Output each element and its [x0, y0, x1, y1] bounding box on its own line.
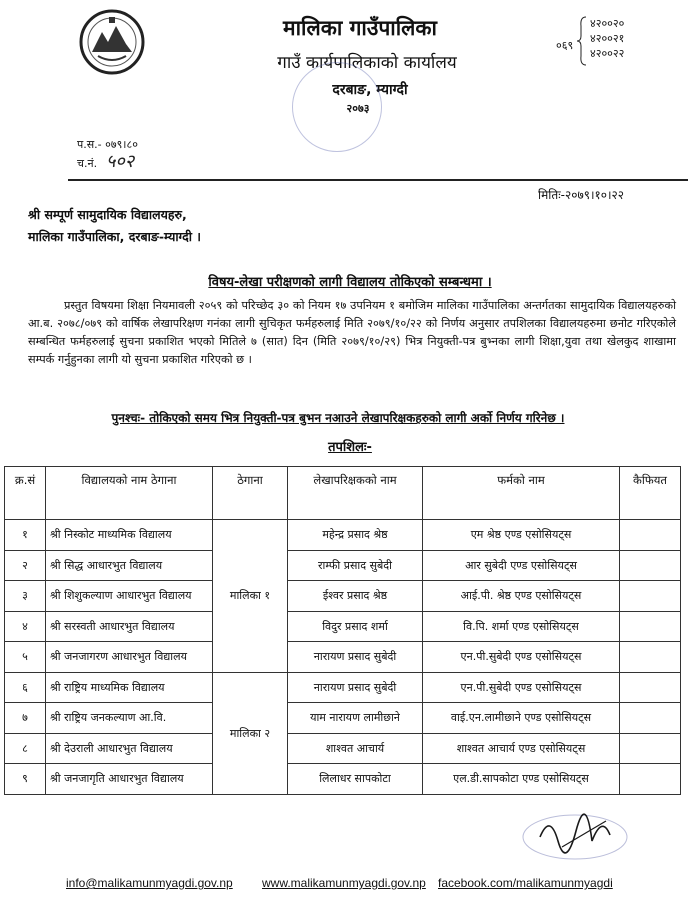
row-firm: आई.पी. श्रेष्ठ एण्ड एसोसियट्स — [423, 581, 620, 612]
postscript — [68, 409, 608, 426]
row-firm: आर सुबेदी एण्ड एसोसियट्स — [423, 550, 620, 581]
header-divider — [68, 179, 688, 181]
row-auditor: ईश्वर प्रसाद श्रेष्ठ — [288, 581, 423, 612]
row-sn: ७ — [5, 703, 46, 734]
phone-numbers — [590, 16, 624, 61]
phone-number: ४२००२१ — [590, 32, 625, 45]
row-place: मालिका १ — [213, 520, 288, 673]
row-school: श्री शिशुकल्याण आधारभुत विद्यालय — [46, 581, 213, 612]
details-heading-text: तपशिलः- — [328, 440, 372, 455]
subject-text: विषय-लेखा परीक्षणको लागी विद्यालय तोकिएको सम्बन्धमा । — [208, 275, 492, 290]
col-header-place: ठेगाना — [213, 467, 288, 520]
row-remarks — [620, 611, 681, 642]
row-school: श्री जनजागृति आधारभुत विद्यालय — [46, 764, 213, 795]
row-school: श्री देउराली आधारभुत विद्यालय — [46, 733, 213, 764]
phone-area-code: ०६९ — [556, 39, 574, 52]
row-school: श्री सिद्ध आधारभुत विद्यालय — [46, 550, 213, 581]
brace-icon — [576, 16, 588, 66]
table-row — [5, 611, 681, 642]
footer-website-link[interactable]: www.malikamunmyagdi.gov.np — [262, 876, 426, 890]
table-row — [5, 703, 681, 734]
row-remarks — [620, 733, 681, 764]
postscript-text: पुनश्चः- तोकिएको समय भित्र नियुक्ती-पत्र बुभन नआउने लेखापरिक्षकहरुको लागी अर्को निर्णय गरिनेछ । — [111, 411, 565, 425]
row-school: श्री राष्ट्रिय माध्यमिक विद्यालय — [46, 672, 213, 703]
office-stamp — [292, 62, 382, 152]
col-header-sn: क्र.सं — [5, 467, 46, 520]
audit-assignment-table — [4, 466, 681, 795]
table-row — [5, 550, 681, 581]
nepal-emblem-icon — [78, 8, 146, 76]
row-remarks — [620, 581, 681, 612]
row-school: श्री जनजागरण आधारभुत विद्यालय — [46, 642, 213, 673]
table-row — [5, 642, 681, 673]
row-firm: शाश्वत आचार्य एण्ड एसोसियट्स — [423, 733, 620, 764]
row-sn: ४ — [5, 611, 46, 642]
table-row — [5, 733, 681, 764]
row-auditor: नारायण प्रसाद सुबेदी — [288, 642, 423, 673]
addressee-line: मालिका गाउँपालिका, दरबाङ-म्याग्दी । — [28, 229, 202, 244]
row-auditor: महेन्द्र प्रसाद श्रेष्ठ — [288, 520, 423, 551]
row-school: श्री सरस्वती आधारभुत विद्यालय — [46, 611, 213, 642]
row-auditor: राम्फी प्रसाद सुबेदी — [288, 550, 423, 581]
row-auditor: याम नारायण लामीछाने — [288, 703, 423, 734]
row-school: श्री राष्ट्रिय जनकल्याण आ.वि. — [46, 703, 213, 734]
row-remarks — [620, 550, 681, 581]
row-sn: ६ — [5, 672, 46, 703]
letter-date: मितिः-२०७९।१०।२२ — [538, 188, 625, 202]
footer-email-link[interactable]: info@malikamunmyagdi.gov.np — [66, 876, 233, 890]
row-auditor: शाश्वत आचार्य — [288, 733, 423, 764]
row-firm: एन.पी.सुबेदी एण्ड एसोसियट्स — [423, 672, 620, 703]
row-sn: २ — [5, 550, 46, 581]
letter-reference-number: प.स.- ०७९।८० — [77, 138, 138, 151]
row-school: श्री निस्कोट माध्यमिक विद्यालय — [46, 520, 213, 551]
row-remarks — [620, 642, 681, 673]
table-row — [5, 764, 681, 795]
row-remarks — [620, 703, 681, 734]
col-header-school: विद्यालयको नाम ठेगाना — [46, 467, 213, 520]
official-signature — [520, 807, 630, 865]
dispatch-label: च.नं. — [77, 157, 98, 170]
row-remarks — [620, 672, 681, 703]
letter-subject — [110, 272, 590, 290]
row-sn: ८ — [5, 733, 46, 764]
col-header-remarks: कैफियत — [620, 467, 681, 520]
row-firm: वि.पि. शर्मा एण्ड एसोसियट्स — [423, 611, 620, 642]
org-name: मालिका गाउँपालिका — [283, 16, 437, 40]
row-firm: एल.डी.सापकोटा एण्ड एसोसियट्स — [423, 764, 620, 795]
footer-facebook-link[interactable]: facebook.com/malikamunmyagdi — [438, 876, 613, 890]
dispatch-number: ५०२ — [106, 151, 135, 172]
row-firm: एन.पी.सुबेदी एण्ड एसोसियट्स — [423, 642, 620, 673]
row-auditor: नारायण प्रसाद सुबेदी — [288, 672, 423, 703]
row-sn: ५ — [5, 642, 46, 673]
table-row — [5, 672, 681, 703]
office-location: दरबाङ, म्याग्दी — [332, 82, 408, 98]
row-sn: १ — [5, 520, 46, 551]
details-heading — [300, 437, 400, 455]
row-auditor: विदुर प्रसाद शर्मा — [288, 611, 423, 642]
row-remarks — [620, 520, 681, 551]
established-year: २०७३ — [346, 102, 370, 115]
phone-number: ४२००२० — [590, 17, 625, 30]
table-header-row — [5, 467, 681, 520]
letter-body: प्रस्तुत विषयमा शिक्षा नियमावली २०५९ को परिच्छेद ३० को नियम १७ उपनियम १ बमोजिम मालिका गाउँपालिका अन्तर्गतका सामुदायिक विद्यालयहरुको आ.ब. २०७८/०७९ को वार्षिक लेखापरिक्षण गनंका लागी सुचिकृत फर्महरुलाई मिति २०७९/१०/२२ को निर्णय अनुसार तपशिलका विद्यालयहरुमा छनोट गरिएकोले सम्बन्धित फर्महरुलाई सुचना प्रकाशित भएको मितिले ७ (सात) दिन (मिति २०७९/१०/२९) भित्र नियुक्ती-पत्र बुभ्नका लागी शिक्षा,युवा तथा खेलकुद शाखामा सम्पर्क गर्नुहुनका लागी यो सुचना प्रकाशित गरिएको छ । — [28, 299, 676, 366]
phone-number: ४२००२२ — [590, 47, 625, 60]
col-header-firm: फर्मको नाम — [423, 467, 620, 520]
office-name: गाउँ कार्यपालिकाको कार्यालय — [277, 53, 457, 73]
row-auditor: लिलाधर सापकोटा — [288, 764, 423, 795]
addressee-line: श्री सम्पूर्ण सामुदायिक विद्यालयहरु, — [28, 207, 187, 222]
row-firm: एम श्रेष्ठ एण्ड एसोसियट्स — [423, 520, 620, 551]
table-row — [5, 581, 681, 612]
col-header-auditor: लेखापरिक्षकको नाम — [288, 467, 423, 520]
row-sn: ३ — [5, 581, 46, 612]
table-row — [5, 520, 681, 551]
row-remarks — [620, 764, 681, 795]
row-firm: वाई.एन.लामीछाने एण्ड एसोसियट्स — [423, 703, 620, 734]
row-sn: ९ — [5, 764, 46, 795]
row-place: मालिका २ — [213, 672, 288, 794]
